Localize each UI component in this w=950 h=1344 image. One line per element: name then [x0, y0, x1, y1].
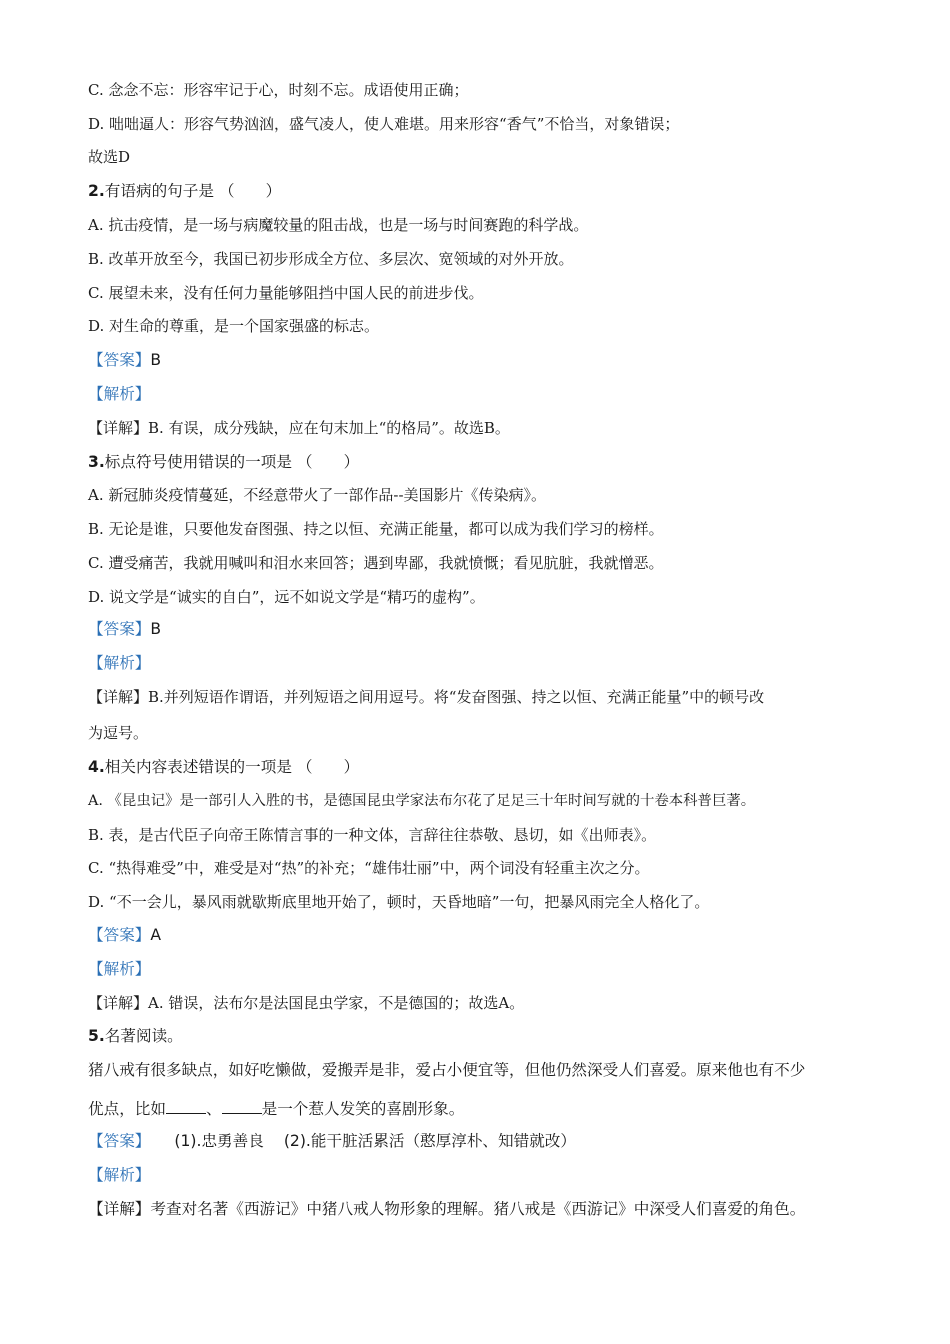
answer-tag: 【答案】	[88, 620, 151, 638]
prev-option-d: D. 咄咄逼人：形容气势汹汹，盛气凌人，使人难堪。用来形容“香气”不恰当，对象错误；	[88, 115, 680, 133]
q2-detail-text: B. 有误，成分残缺，应在句末加上“的格局”。故选B。	[148, 419, 510, 437]
fill-blank-1	[166, 1098, 206, 1114]
q3-answer-value: B	[150, 620, 162, 638]
q5-answer	[88, 1131, 576, 1151]
q3-detail-line2: 为逗号。	[88, 724, 149, 742]
q4-number: 4.	[88, 758, 105, 776]
q2-answer-value: B	[150, 351, 162, 369]
q3-option-a: A. 新冠肺炎疫情蔓延，不经意带火了一部作品--美国影片《传染病》。	[88, 486, 547, 504]
q4-stem	[88, 757, 359, 777]
q5-stem-text: 名著阅读。	[104, 1027, 183, 1045]
q4-option-b: B. 表，是古代臣子向帝王陈情言事的一种文体，言辞往往恭敬、恳切，如《出师表》。	[88, 826, 657, 844]
q3-analysis-tag: 【解析】	[88, 654, 151, 672]
q2-stem	[88, 181, 281, 201]
q2-analysis-tag: 【解析】	[88, 385, 151, 403]
q2-option-a: A. 抗击疫情，是一场与病魔较量的阻击战，也是一场与时间赛跑的科学战。	[88, 216, 589, 234]
q5-answer-2: 能干脏活累活（憨厚淳朴、知错就改）	[310, 1132, 576, 1150]
q2-detail	[88, 418, 510, 438]
q2-option-d: D. 对生命的尊重，是一个国家强盛的标志。	[88, 317, 380, 335]
q4-answer-value: A	[150, 926, 162, 944]
q3-detail-line1	[88, 687, 764, 707]
q3-stem	[88, 452, 359, 472]
q3-answer	[88, 619, 161, 639]
q4-detail-text: A. 错误，法布尔是法国昆虫学家，不是德国的；故选A。	[148, 994, 525, 1012]
prev-option-c: C. 念念不忘：形容牢记于心，时刻不忘。成语使用正确；	[88, 81, 469, 99]
q5-answer-num1: (1).	[174, 1132, 202, 1150]
answer-tag: 【答案】	[88, 926, 151, 944]
q2-stem-text: 有语病的句子是 （ ）	[104, 182, 282, 200]
q5-para2-pre: 优点，比如	[88, 1100, 166, 1118]
q5-answer-1: 忠勇善良	[201, 1132, 264, 1150]
q5-detail-text: 考查对名著《西游记》中猪八戒人物形象的理解。猪八戒是《西游记》中深受人们喜爱的角色。	[150, 1200, 806, 1218]
q5-paragraph-line2	[88, 1098, 464, 1119]
q5-analysis-tag: 【解析】	[88, 1166, 151, 1184]
q3-option-c: C. 遭受痛苦，我就用喊叫和泪水来回答；遇到卑鄙，我就愤慨；看见肮脏，我就憎恶。	[88, 554, 664, 572]
prev-conclusion: 故选D	[88, 148, 131, 166]
detail-tag: 【详解】	[88, 1200, 151, 1218]
fill-blank-2	[222, 1098, 262, 1114]
detail-tag: 【详解】	[88, 994, 149, 1012]
answer-tag: 【答案】	[88, 1132, 151, 1150]
q5-number: 5.	[88, 1027, 105, 1045]
detail-tag: 【详解】	[88, 688, 149, 706]
q2-answer	[88, 350, 161, 370]
q5-answer-num2: (2).	[283, 1132, 311, 1150]
q3-detail-text: B.并列短语作谓语，并列短语之间用逗号。将“发奋图强、持之以恒、充满正能量”中的顿号改	[148, 688, 765, 706]
q2-option-c: C. 展望未来，没有任何力量能够阻挡中国人民的前进步伐。	[88, 284, 484, 302]
answer-tag: 【答案】	[88, 351, 151, 369]
q2-option-b: B. 改革开放至今，我国已初步形成全方位、多层次、宽领域的对外开放。	[88, 250, 574, 268]
q4-option-a: A. 《昆虫记》是一部引人入胜的书，是德国昆虫学家法布尔花了足足三十年时间写就的十卷本科普巨著。	[88, 793, 756, 809]
q4-analysis-tag: 【解析】	[88, 960, 151, 978]
q5-para2-post: 是一个惹人发笑的喜剧形象。	[261, 1100, 465, 1118]
q5-para2-sep: 、	[205, 1100, 222, 1118]
q4-stem-text: 相关内容表述错误的一项是 （ ）	[104, 758, 360, 776]
detail-tag: 【详解】	[88, 419, 149, 437]
q3-number: 3.	[88, 453, 105, 471]
q3-option-b: B. 无论是谁，只要他发奋图强、持之以恒、充满正能量，都可以成为我们学习的榜样。	[88, 520, 664, 538]
q2-number: 2.	[88, 182, 105, 200]
q4-option-c: C. “热得难受”中，难受是对“热”的补充；“雄伟壮丽”中，两个词没有轻重主次之分。	[88, 859, 650, 877]
q5-detail	[88, 1199, 805, 1219]
q5-paragraph-line1: 猪八戒有很多缺点，如好吃懒做，爱搬弄是非，爱占小便宜等，但他仍然深受人们喜爱。原来他也有不少	[88, 1061, 806, 1079]
q4-detail	[88, 993, 524, 1013]
q5-stem	[88, 1026, 183, 1046]
q3-option-d: D. 说文学是“诚实的自白”，远不如说文学是“精巧的虚构”。	[88, 588, 485, 606]
q3-stem-text: 标点符号使用错误的一项是 （ ）	[104, 453, 360, 471]
q4-option-d: D. “不一会儿，暴风雨就歇斯底里地开始了，顿时，天昏地暗”一句，把暴风雨完全人格化了。	[88, 893, 710, 911]
q4-answer	[88, 925, 161, 945]
